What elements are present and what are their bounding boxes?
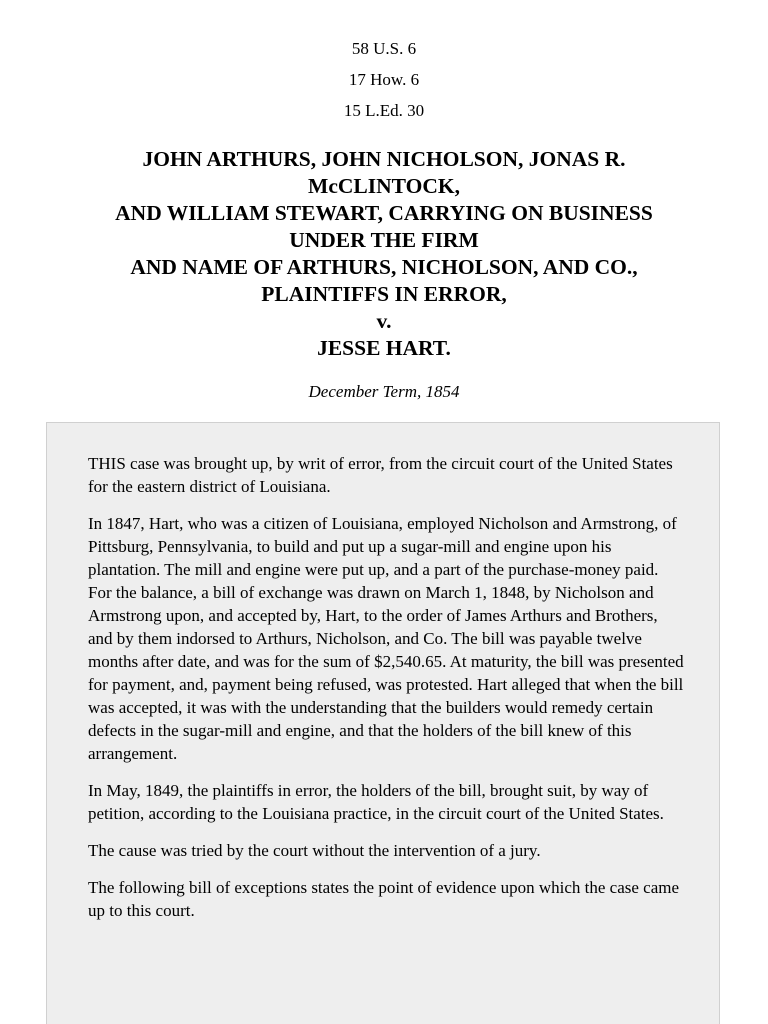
case-title-line: JOHN ARTHURS, JOHN NICHOLSON, JONAS R. — [142, 147, 626, 171]
case-title-line: PLAINTIFFS IN ERROR, — [261, 282, 507, 306]
case-title-line: AND WILLIAM STEWART, CARRYING ON BUSINESS — [115, 201, 653, 225]
court-term: December Term, 1854 — [308, 382, 460, 401]
citation-lawyers-edition: 15 L.Ed. 30 — [343, 101, 425, 120]
paragraph: In May, 1849, the plaintiffs in error, the holders of the bill, brought suit, by way of petition, according to the Louisiana practice, in the circuit court of the United States. — [88, 781, 664, 823]
case-title-line: McCLINTOCK, — [308, 174, 460, 198]
case-title-line: AND NAME OF ARTHURS, NICHOLSON, AND CO., — [130, 255, 638, 279]
paragraph: The following bill of exceptions states the point of evidence upon which the case came up to this court. — [88, 878, 680, 920]
case-title — [40, 146, 728, 362]
citation-howard: 17 How. 6 — [348, 70, 420, 89]
paragraph: THIS case was brought up, by writ of error, from the circuit court of the United States for the eastern district of Louisiana. — [88, 454, 673, 496]
case-title-line: UNDER THE FIRM — [289, 228, 479, 252]
syllabus-panel — [46, 422, 720, 1024]
citations — [0, 33, 768, 126]
paragraph: The cause was tried by the court without the intervention of a jury. — [88, 841, 541, 860]
paragraph: In 1847, Hart, who was a citizen of Louisiana, employed Nicholson and Armstrong, of Pittsburg, Pennsylvania, to build and put up a sugar-mill and engine upon his plantation. The mill and engine were put up, and a part of the purchase-money paid. For the balance, a bill of exchange was drawn on March 1, 1848, by Nicholson and Armstrong upon, and accepted by, Hart, to the order of James Arthurs and Brothers, and by them indorsed to Arthurs, Nicholson, and Co. The bill was payable twelve months after date, and was for the sum of $2,540.65. At maturity, the bill was presented for payment, and, payment being refused, was protested. Hart alleged that when the bill was accepted, it was with the understanding that the builders would remedy certain defects in the sugar-mill and engine, and that the holders of the bill knew of this arrangement. — [88, 514, 684, 763]
citation-us-reports: 58 U.S. 6 — [351, 39, 417, 58]
case-title-versus: v. — [376, 309, 392, 333]
case-title-defendant: JESSE HART. — [317, 336, 451, 360]
syllabus-text — [88, 452, 685, 936]
